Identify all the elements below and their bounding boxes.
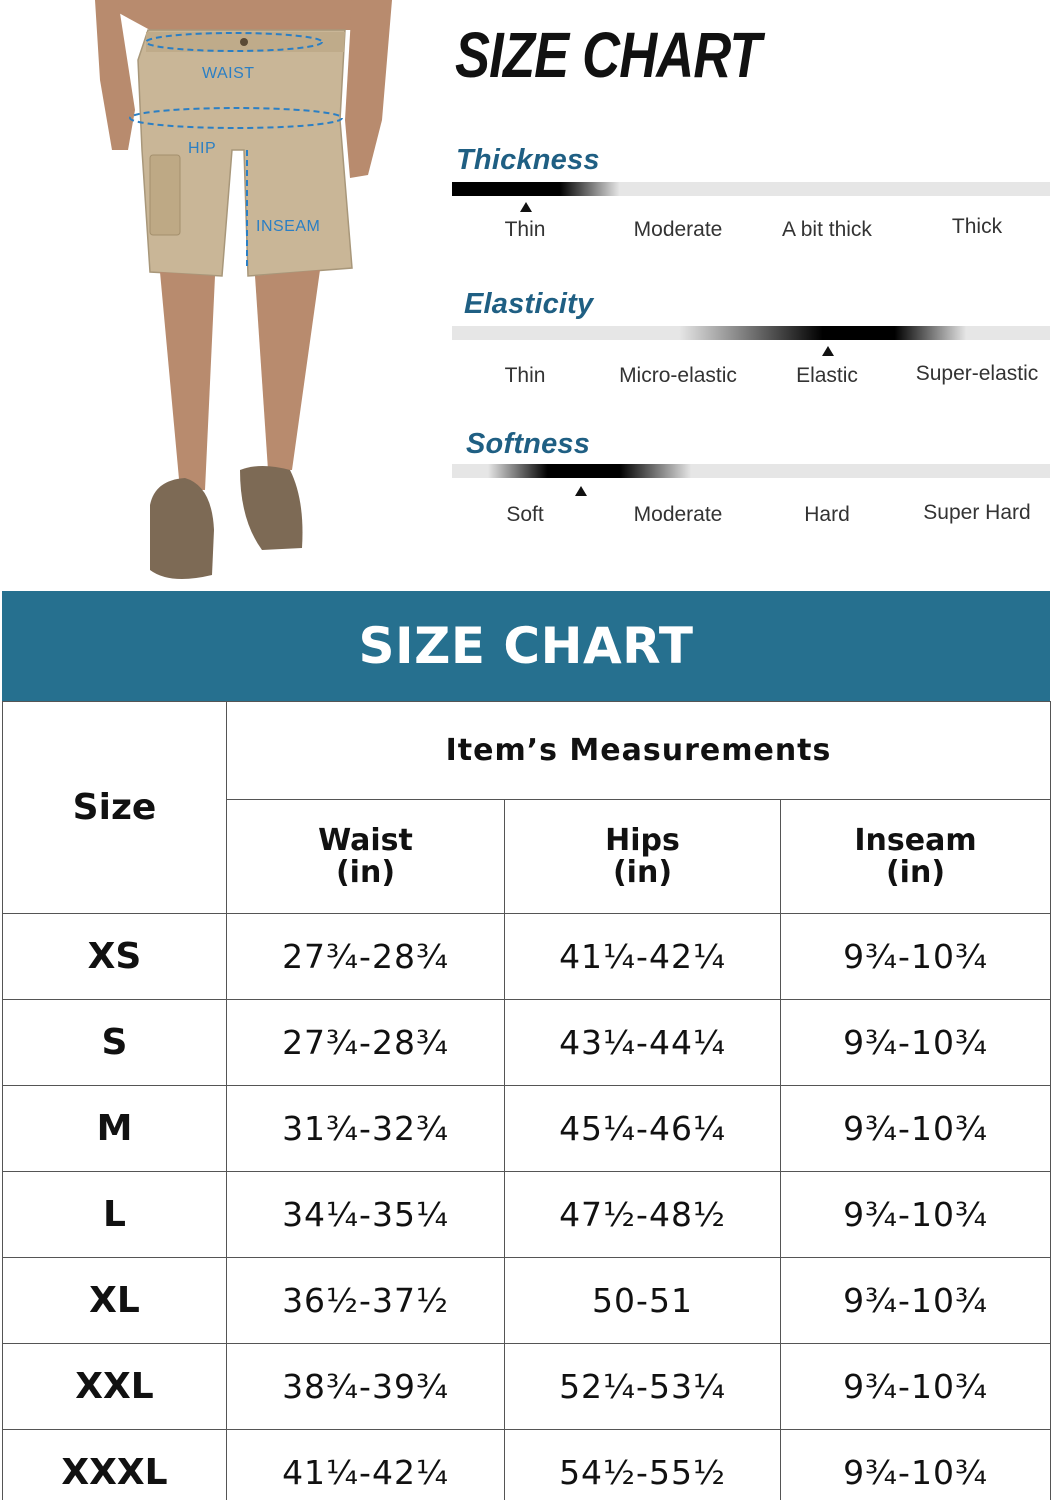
elasticity-level-2: Micro-elastic — [619, 364, 737, 387]
inseam-cell: 9¾-10¾ — [781, 1000, 1051, 1086]
softness-level-2: Moderate — [633, 503, 723, 526]
softness-marker-icon — [575, 486, 587, 496]
thickness-marker-icon — [520, 202, 532, 212]
hips-cell: 50-51 — [505, 1258, 781, 1344]
size-cell: XS — [3, 914, 227, 1000]
waist-label: WAIST — [202, 65, 255, 82]
elasticity-level-1: Thin — [504, 364, 546, 387]
elasticity-title: Elasticity — [464, 288, 594, 320]
size-cell: L — [3, 1172, 227, 1258]
hips-cell: 54½-55½ — [505, 1430, 781, 1500]
waist-header-name: Waist — [318, 822, 413, 858]
elasticity-meter — [452, 284, 1050, 404]
page-title: SIZE CHART — [455, 19, 761, 91]
inseam-cell: 9¾-10¾ — [781, 1344, 1051, 1430]
table-row — [3, 1430, 1051, 1500]
softness-level-1: Soft — [506, 503, 544, 526]
thickness-level-2: Moderate — [633, 218, 723, 241]
inseam-cell: 9¾-10¾ — [781, 1086, 1051, 1172]
hip-label: HIP — [188, 140, 217, 157]
elasticity-level-4: Super-elastic — [915, 362, 1039, 385]
hips-header-unit: (in) — [612, 854, 673, 890]
size-chart-banner — [2, 591, 1050, 701]
inseam-cell: 9¾-10¾ — [781, 1430, 1051, 1500]
table-row — [3, 1000, 1051, 1086]
thickness-level-4: Thick — [951, 215, 1003, 238]
measurements-header: Item’s Measurements — [227, 702, 1051, 800]
inseam-cell: 9¾-10¾ — [781, 914, 1051, 1000]
hips-cell: 43¼-44¼ — [505, 1000, 781, 1086]
size-cell: XXXL — [3, 1430, 227, 1500]
waist-header — [227, 800, 505, 914]
table-row — [3, 914, 1051, 1000]
waist-cell: 27¾-28¾ — [227, 1000, 505, 1086]
size-cell: M — [3, 1086, 227, 1172]
waist-cell: 38¾-39¾ — [227, 1344, 505, 1430]
hips-cell: 47½-48½ — [505, 1172, 781, 1258]
waist-cell: 27¾-28¾ — [227, 914, 505, 1000]
hips-header-name: Hips — [605, 822, 680, 858]
hips-header — [505, 800, 781, 914]
inseam-label: INSEAM — [256, 218, 321, 235]
thickness-meter — [452, 140, 1050, 260]
softness-level-3: Hard — [804, 503, 850, 526]
model-figure — [0, 0, 440, 590]
thickness-level-3: A bit thick — [782, 218, 872, 241]
inseam-header-name: Inseam — [854, 822, 977, 858]
shorts-illustration — [0, 0, 440, 590]
size-cell: XXL — [3, 1344, 227, 1430]
elasticity-bar — [452, 326, 1050, 340]
elasticity-level-3: Elastic — [796, 364, 858, 387]
hips-cell: 45¼-46¼ — [505, 1086, 781, 1172]
hips-cell: 52¼-53¼ — [505, 1344, 781, 1430]
inseam-header-unit: (in) — [885, 854, 946, 890]
size-chart-title: SIZE CHART — [358, 617, 694, 675]
waist-cell: 36½-37½ — [227, 1258, 505, 1344]
table-row — [3, 1344, 1051, 1430]
hips-cell: 41¼-42¼ — [505, 914, 781, 1000]
waist-cell: 31¾-32¾ — [227, 1086, 505, 1172]
size-header: Size — [3, 702, 227, 914]
table-header-row — [3, 702, 1051, 800]
softness-title: Softness — [466, 428, 591, 460]
thickness-title: Thickness — [456, 144, 600, 176]
size-table — [2, 701, 1051, 1500]
inseam-cell: 9¾-10¾ — [781, 1258, 1051, 1344]
waist-cell: 34¼-35¼ — [227, 1172, 505, 1258]
elasticity-marker-icon — [822, 346, 834, 356]
table-row — [3, 1086, 1051, 1172]
size-cell: S — [3, 1000, 227, 1086]
table-row — [3, 1258, 1051, 1344]
size-cell: XL — [3, 1258, 227, 1344]
thickness-level-1: Thin — [504, 218, 546, 241]
table-row — [3, 1172, 1051, 1258]
softness-bar — [452, 464, 1050, 478]
waist-header-unit: (in) — [335, 854, 396, 890]
softness-level-4: Super Hard — [923, 501, 1031, 524]
inseam-cell: 9¾-10¾ — [781, 1172, 1051, 1258]
waist-cell: 41¼-42¼ — [227, 1430, 505, 1500]
thickness-bar — [452, 182, 1050, 196]
softness-meter — [452, 424, 1050, 544]
inseam-header — [781, 800, 1051, 914]
